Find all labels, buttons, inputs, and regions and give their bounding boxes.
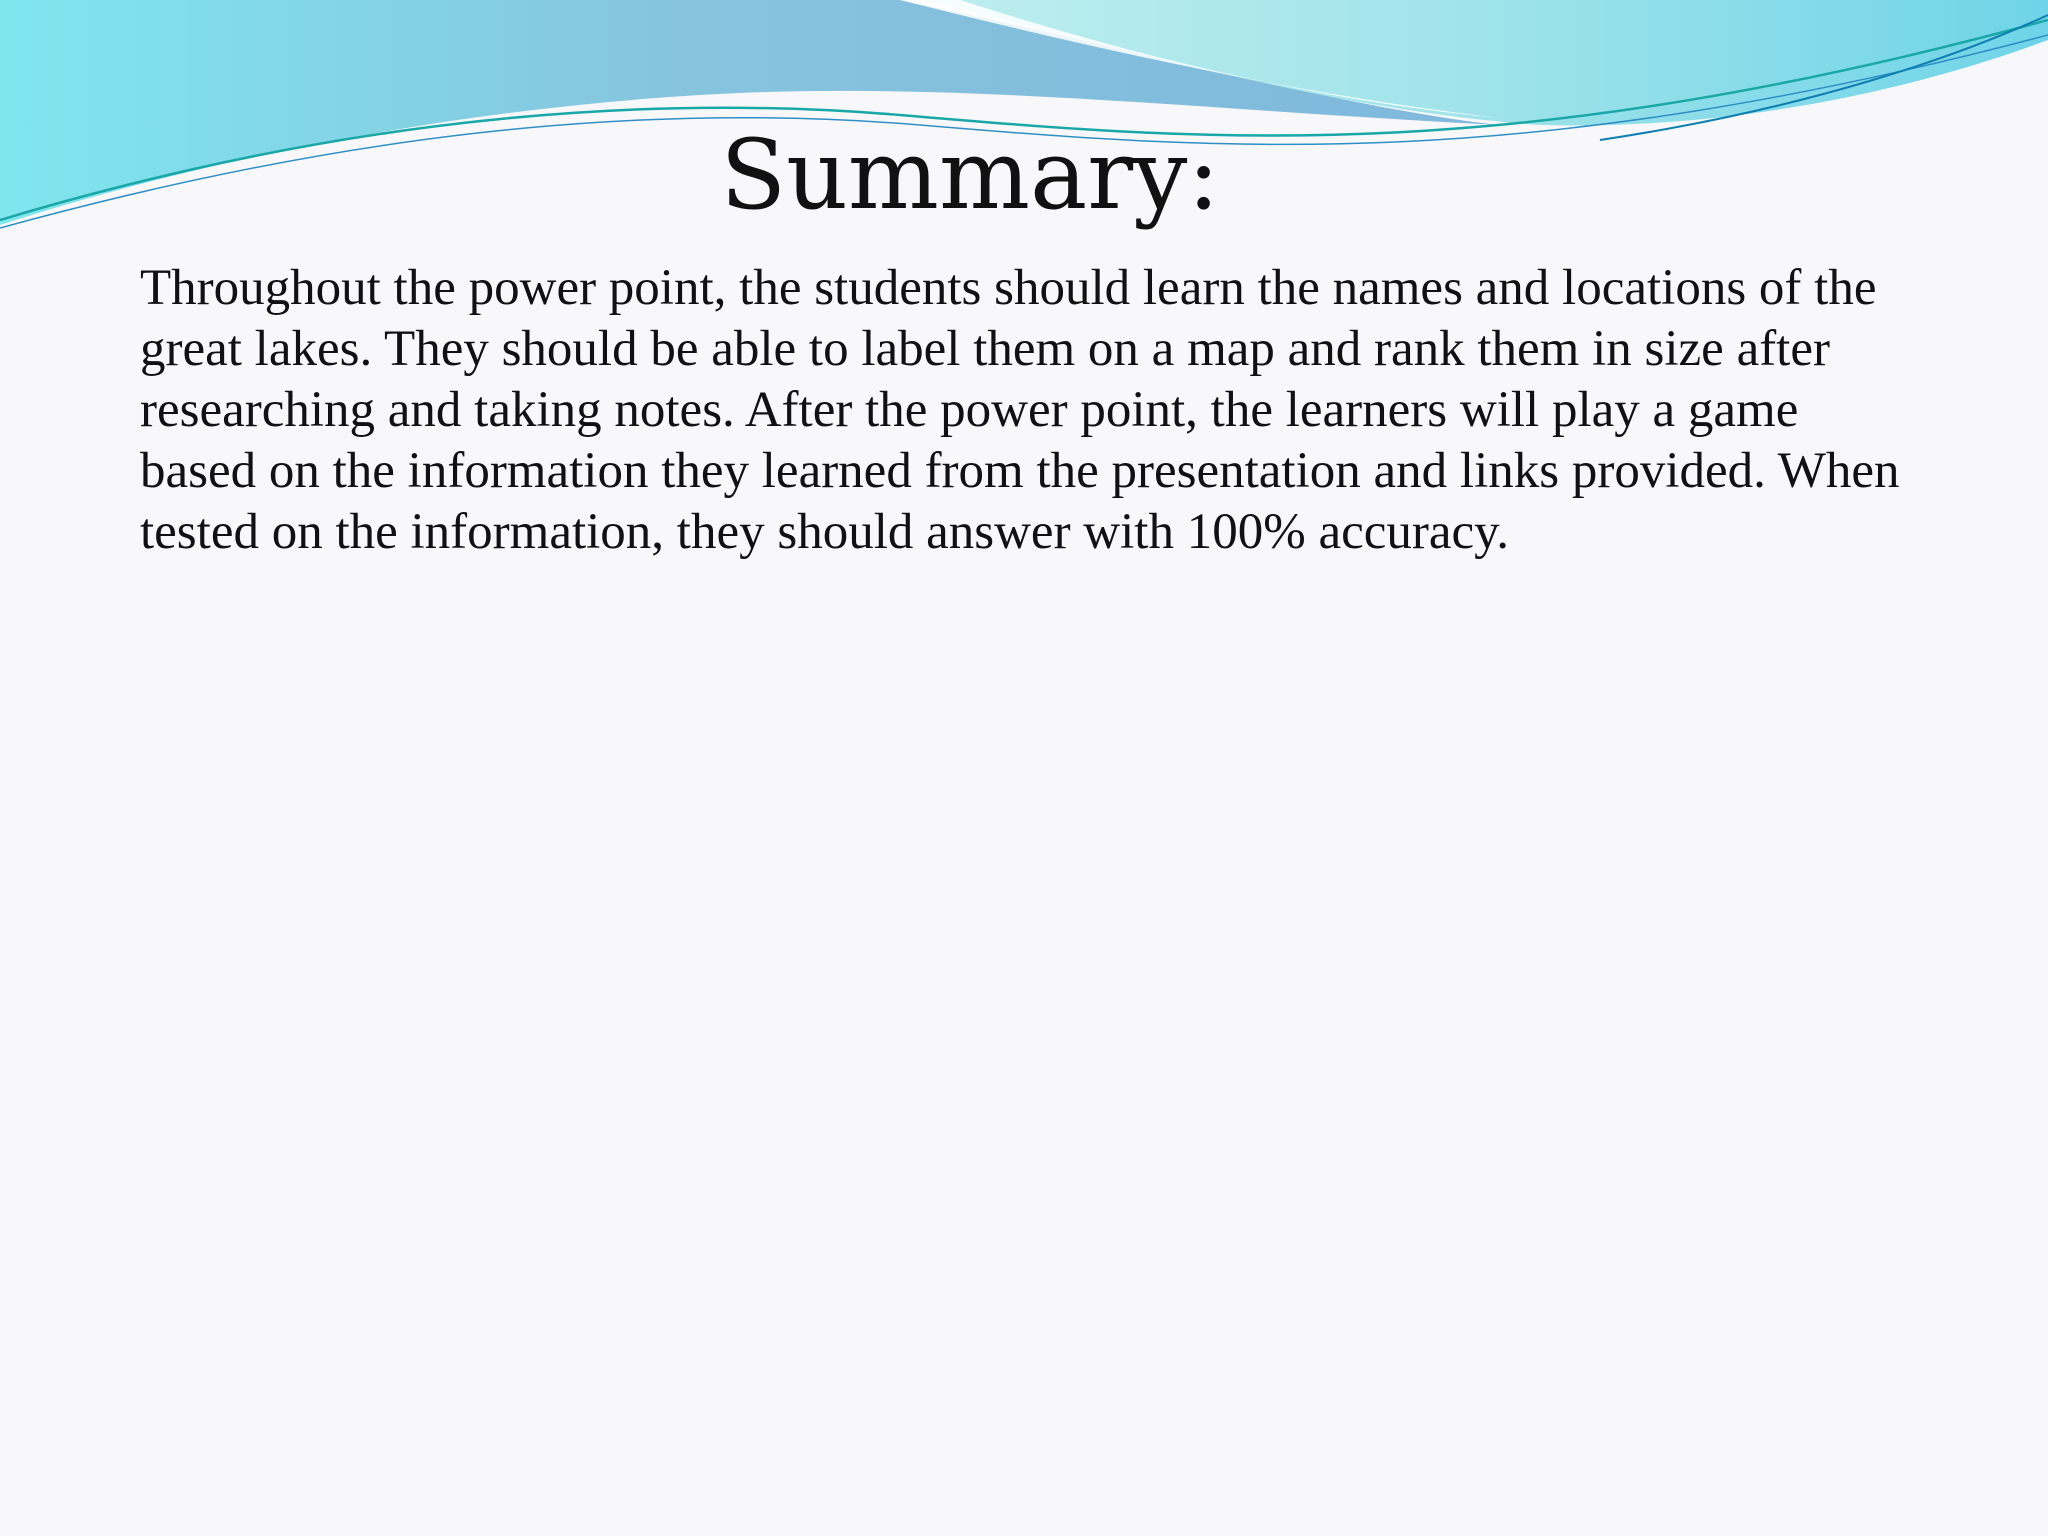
summary-paragraph: Throughout the power point, the students should learn the names and locations of the great lakes. They should be able to label them on a map and rank them in size after researching and taking notes. After the power point, the learners will play a game based on the information they learned from the presentation and links provided. When tested on the information, they should answer with 100% accuracy. xyxy=(140,260,1900,560)
slide-title: Summary: xyxy=(720,119,1220,231)
